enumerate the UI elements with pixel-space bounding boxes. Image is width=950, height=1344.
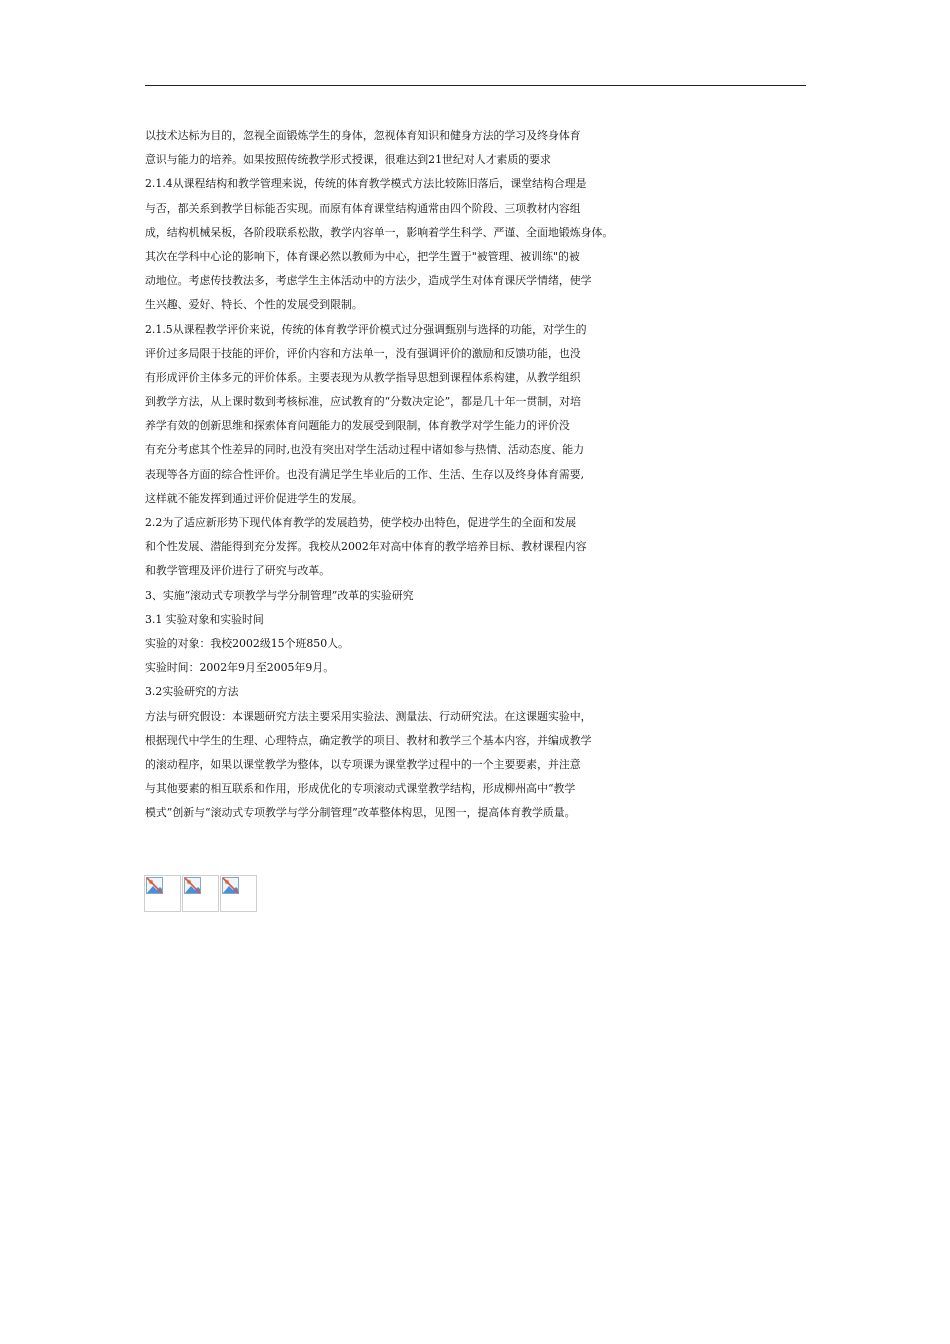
broken-image-icon [184,877,202,895]
text-line: 2.1.4从课程结构和教学管理来说，传统的体育教学模式方法比较陈旧落后，课堂结构合理是 [145,177,587,191]
text-line: 模式”创新与“滚动式专项教学与学分制管理”改革整体构思，见图一，提高体育教学质量。 [145,806,576,820]
text-line: 和教学管理及评价进行了研究与改革。 [145,564,331,578]
text-line: 表现等各方面的综合性评价。也没有满足学生毕业后的工作、生活、生存以及终身体育需要, [145,467,585,481]
text-line: 方法与研究假设：本课题研究方法主要采用实验法、测量法、行动研究法。在这课题实验中， [145,709,592,723]
text-line: 和个性发展、潜能得到充分发挥。我校从2002年对高中体育的教学培养目标、教材课程内容 [145,540,587,554]
document-body [145,124,815,825]
subsection-heading: 3.1 实验对象和实验时间 [145,612,264,626]
text-line: 有充分考虑其个性差异的同时,也没有突出对学生活动过程中诸如参与热情、活动态度、能力 [145,443,585,457]
header-rule [145,85,806,86]
text-line: 的滚动程序，如果以课堂教学为整体，以专项课为课堂教学过程中的一个主要要素，并注意 [145,757,581,771]
text-line: 动地位。考虑传技教法多，考虑学生主体活动中的方法少，造成学生对体育课厌学情绪，使学 [145,274,592,288]
text-line: 评价过多局限于技能的评价，评价内容和方法单一，没有强调评价的激励和反馈功能，也没 [145,346,581,360]
text-line: 与否，都关系到教学目标能否实现。而原有体育课堂结构通常由四个阶段、三项教材内容组 [145,201,581,215]
text-line: 到教学方法，从上课时数到考核标准，应试教育的“分数决定论”，都是几十年一贯制，对培 [145,395,581,409]
section-heading: 3、实施“滚动式专项教学与学分制管理”改革的实验研究 [145,588,414,602]
subsection-heading: 3.2实验研究的方法 [145,685,239,699]
text-line: 养学有效的创新思维和探索体育问题能力的发展受到限制，体育教学对学生能力的评价没 [145,419,570,433]
image-placeholder[interactable] [220,875,257,912]
text-line: 2.2为了适应新形势下现代体育教学的发展趋势，使学校办出特色，促进学生的全面和发展 [145,516,577,529]
text-line: 实验时间：2002年9月至2005年9月。 [145,661,335,675]
broken-image-icon [222,877,240,895]
text-line: 有形成评价主体多元的评价体系。主要表现为从教学指导思想到课程体系构建，从教学组织 [145,370,581,384]
text-line: 生兴趣、爱好、特长、个性的发展受到限制。 [145,298,363,312]
image-placeholders [144,875,258,912]
text-line: 实验的对象：我校2002级15个班850人。 [145,636,349,650]
text-line: 以技术达标为目的，忽视全面锻炼学生的身体，忽视体育知识和健身方法的学习及终身体育 [145,129,581,142]
text-line: 与其他要素的相互联系和作用，形成优化的专项滚动式课堂教学结构，形成柳州高中“教学 [145,782,576,796]
text-line: 意识与能力的培养。如果按照传统教学形式授课，很难达到21世纪对人才素质的要求 [145,153,551,167]
text-line: 2.1.5从课程教学评价来说，传统的体育教学评价模式过分强调甄别与选择的功能，对学生的 [145,322,587,336]
text-line: 这样就不能发挥到通过评价促进学生的发展。 [145,491,363,505]
image-placeholder[interactable] [182,875,219,912]
text-line: 其次在学科中心论的影响下，体育课必然以教师为中心，把学生置于"被管理、被训练"的被 [145,249,580,263]
text-line: 成，结构机械呆板，各阶段联系松散，教学内容单一，影响着学生科学、严谨、全面地锻炼身体。 [145,225,614,239]
image-placeholder[interactable] [144,875,181,912]
broken-image-icon [146,877,164,895]
text-line: 根据现代中学生的生理、心理特点，确定教学的项目、教材和教学三个基本内容，并编成教学 [145,733,592,747]
